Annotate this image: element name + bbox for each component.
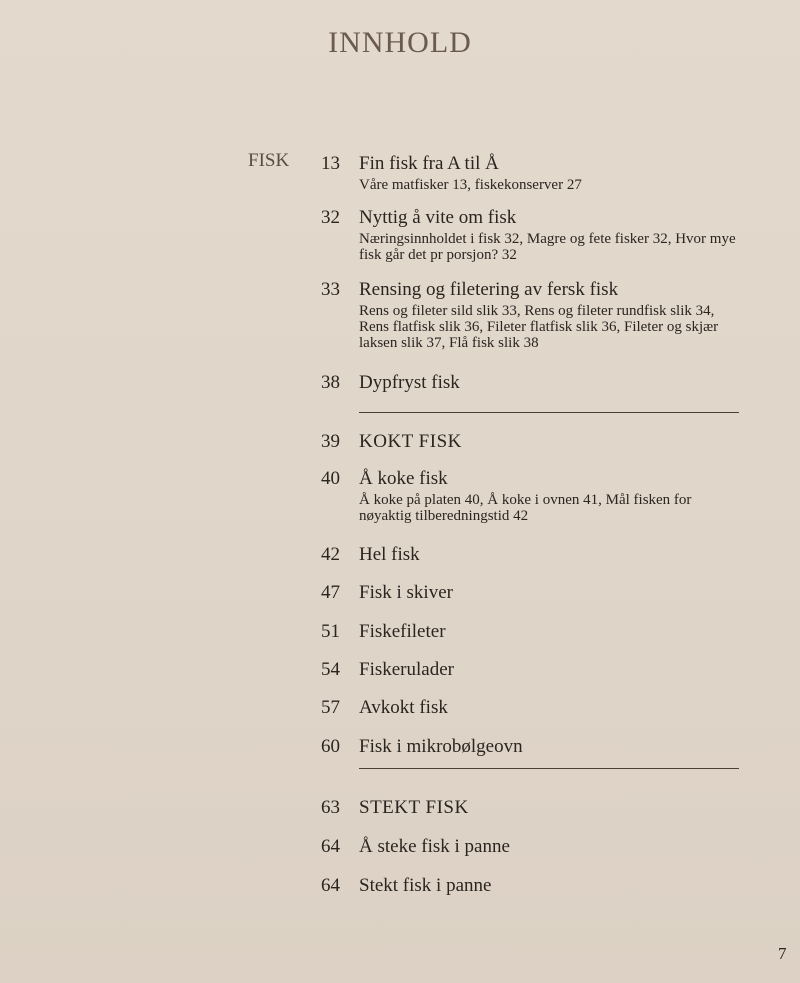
- entry-page: 40: [321, 468, 340, 489]
- entry-page: 39: [321, 431, 340, 452]
- entry-title: Fisk i mikrobølgeovn: [359, 736, 523, 757]
- entry-page: 13: [321, 153, 340, 174]
- entry-title: Å steke fisk i panne: [359, 836, 510, 857]
- entry-page: 42: [321, 544, 340, 565]
- entry-title: Fisk i skiver: [359, 582, 453, 603]
- section-label: FISK: [248, 150, 290, 171]
- entry-page: 38: [321, 372, 340, 393]
- entry-page: 57: [321, 697, 340, 718]
- entry-detail: Rens og fileter sild slik 33, Rens og fileter rundfisk slik 34, Rens flatfisk slik 36, Fileter flatfisk slik 36, Fileter og skjær laksen slik 37, Flå fisk slik 38: [359, 303, 719, 351]
- entry-page: 54: [321, 659, 340, 680]
- divider-rule: [359, 412, 739, 413]
- entry-page: 51: [321, 621, 340, 642]
- entry-title: Stekt fisk i panne: [359, 875, 492, 896]
- entry-detail: Næringsinnholdet i fisk 32, Magre og fete fisker 32, Hvor mye fisk går det pr porsjon? 32: [359, 231, 736, 263]
- entry-title: Dypfryst fisk: [359, 372, 460, 393]
- entry-title: KOKT FISK: [359, 431, 462, 452]
- entry-title: Fin fisk fra A til Å: [359, 153, 499, 174]
- entry-detail: Å koke på platen 40, Å koke i ovnen 41, Mål fisken for nøyaktig tilberedningstid 42: [359, 492, 692, 524]
- entry-page: 47: [321, 582, 340, 603]
- entry-title: Nyttig å vite om fisk: [359, 207, 517, 228]
- entry-title: STEKT FISK: [359, 797, 469, 818]
- entry-page: 60: [321, 736, 340, 757]
- entry-page: 32: [321, 207, 340, 228]
- entry-page: 64: [321, 875, 340, 896]
- entry-title: Hel fisk: [359, 544, 420, 565]
- entry-page: 63: [321, 797, 340, 818]
- entry-page: 64: [321, 836, 340, 857]
- page-title: INNHOLD: [328, 26, 472, 59]
- entry-title: Fiskefileter: [359, 621, 446, 642]
- divider-rule: [359, 768, 739, 769]
- page-number: 7: [778, 944, 787, 963]
- entry-title: Fiskerulader: [359, 659, 454, 680]
- entry-title: Rensing og filetering av fersk fisk: [359, 279, 619, 300]
- entry-title: Å koke fisk: [359, 468, 448, 489]
- entry-detail: Våre matfisker 13, fiskekonserver 27: [359, 177, 582, 193]
- entry-page: 33: [321, 279, 340, 300]
- entry-title: Avkokt fisk: [359, 697, 448, 718]
